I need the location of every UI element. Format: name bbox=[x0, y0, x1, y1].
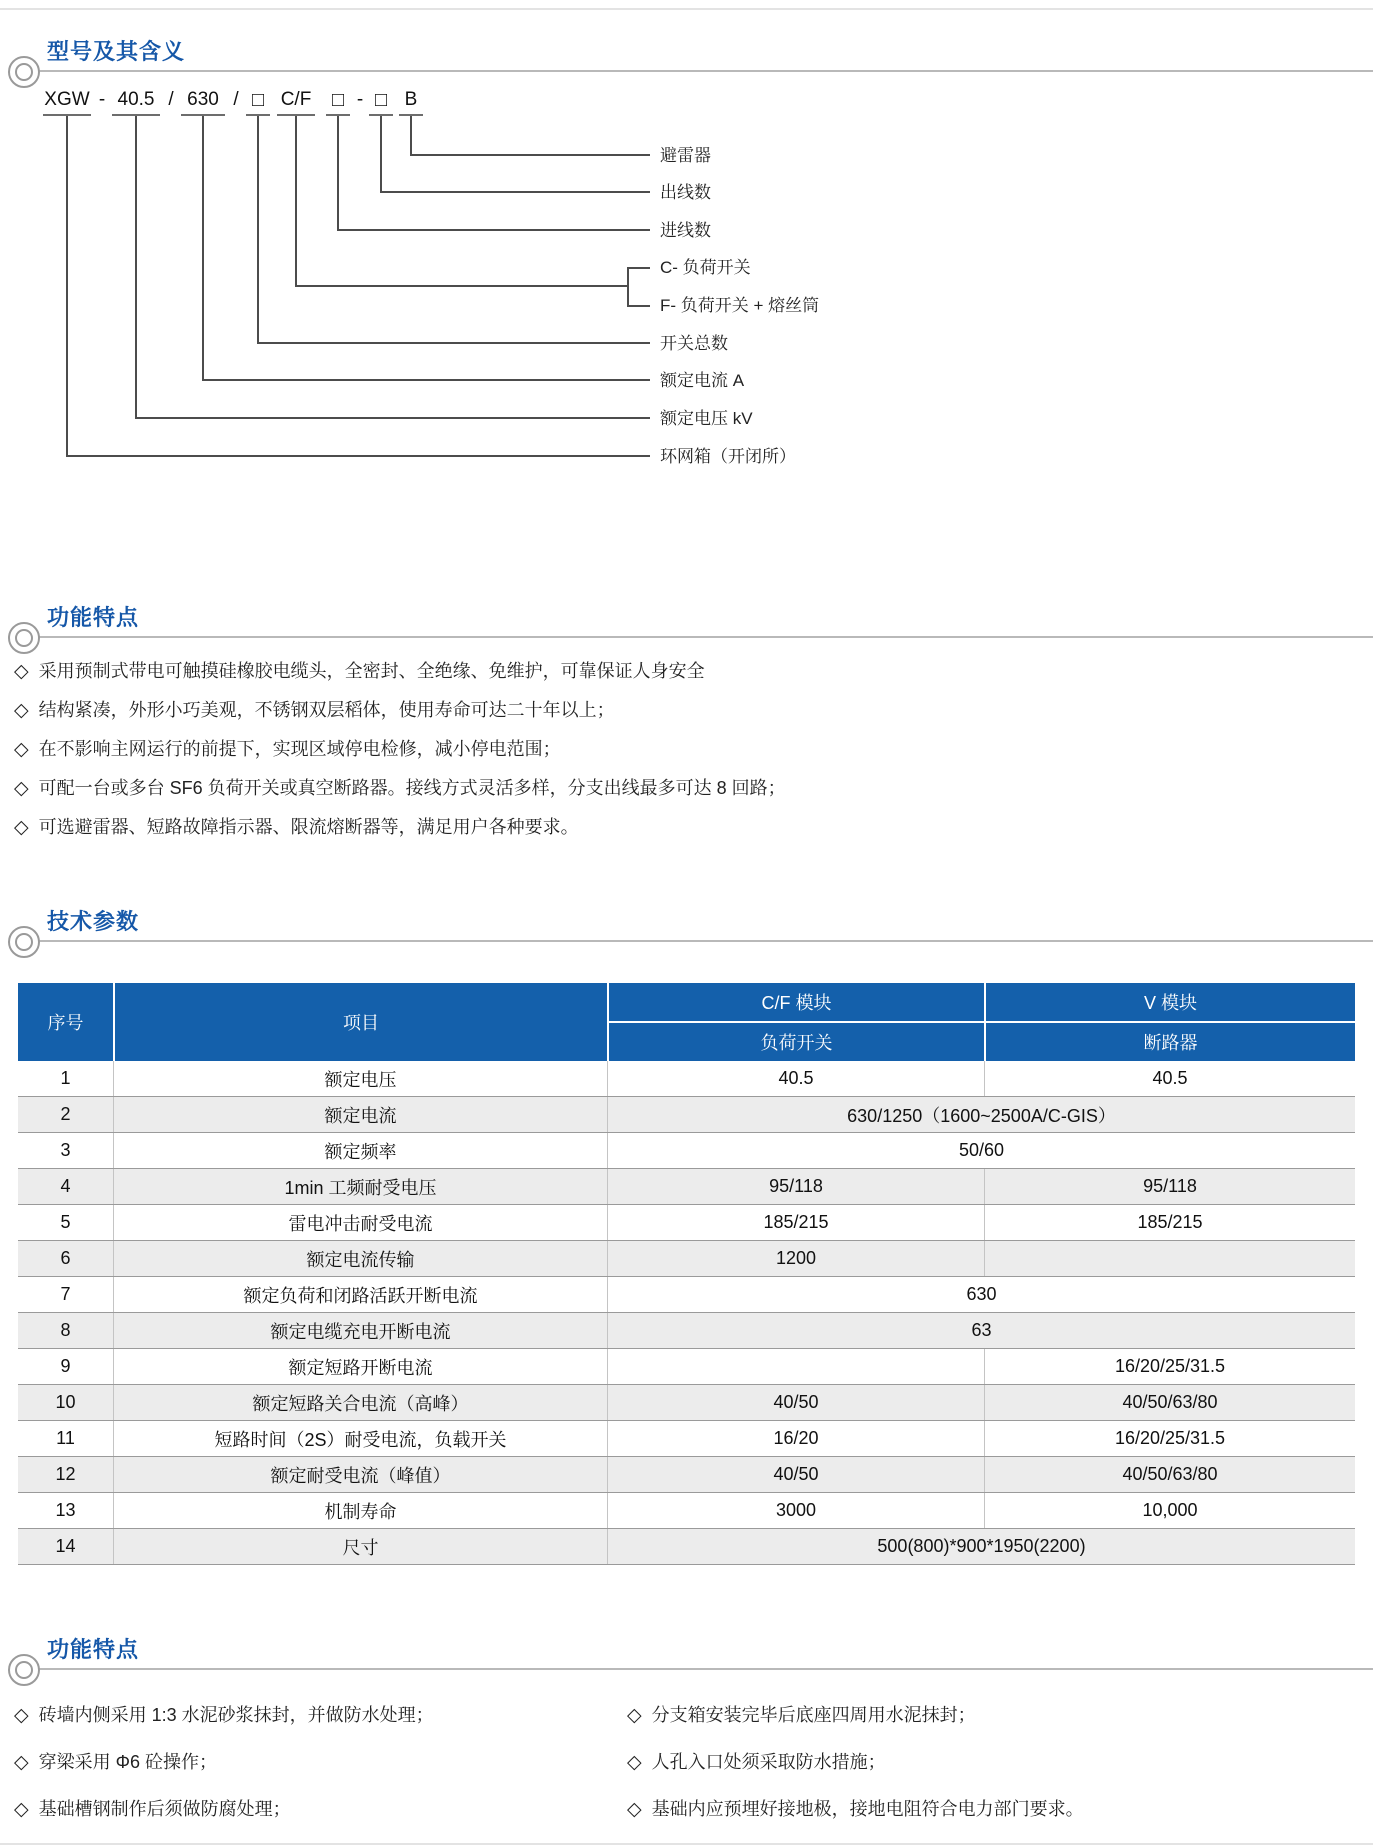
diamond-bullet-icon: ◇ bbox=[14, 778, 29, 799]
table-row bbox=[18, 1204, 1355, 1240]
table-row bbox=[18, 1384, 1355, 1420]
row-cf-value: 1200 bbox=[607, 1241, 984, 1276]
model-token: □ bbox=[246, 86, 270, 116]
model-token: C/F bbox=[277, 86, 315, 116]
params-table-header bbox=[18, 983, 1355, 1061]
diagram-label-c-switch: C- 负荷开关 bbox=[660, 258, 751, 277]
row-v-value: 16/20/25/31.5 bbox=[984, 1349, 1355, 1384]
section-ring-icon bbox=[8, 1654, 40, 1686]
diagram-label-ring-box: 环网箱（开闭所） bbox=[660, 447, 796, 466]
page-top-edge bbox=[0, 8, 1373, 10]
row-no: 1 bbox=[60, 1068, 71, 1088]
row-value-merged: 630 bbox=[607, 1277, 1355, 1312]
section-title: 功能特点 bbox=[47, 605, 140, 630]
diagram-label-outgoing: 出线数 bbox=[660, 183, 711, 202]
feature-item bbox=[14, 1739, 614, 1786]
feature-item bbox=[14, 1692, 614, 1739]
section-header-features1 bbox=[0, 578, 1373, 638]
row-v-value: 40.5 bbox=[984, 1061, 1355, 1096]
row-v-value: 185/215 bbox=[984, 1205, 1355, 1240]
feature-item-text: 人孔入口处须采取防水措施； bbox=[651, 1752, 886, 1772]
feature-item bbox=[14, 1786, 614, 1833]
section-ring-icon bbox=[8, 622, 40, 654]
row-item: 额定电流传输 bbox=[113, 1241, 607, 1276]
model-token: 40.5 bbox=[112, 86, 160, 116]
feature-item bbox=[14, 808, 1359, 847]
row-no: 2 bbox=[60, 1104, 71, 1124]
col-header-cf-module bbox=[607, 983, 984, 1061]
row-item: 额定短路关合电流（高峰） bbox=[113, 1385, 607, 1420]
row-value-merged: 63 bbox=[607, 1313, 1355, 1348]
section-header-model bbox=[0, 12, 1373, 72]
table-row bbox=[18, 1132, 1355, 1168]
row-cf-value: 40.5 bbox=[607, 1061, 984, 1096]
section-ring-inner-icon bbox=[15, 1661, 33, 1679]
row-cf-value: 95/118 bbox=[607, 1169, 984, 1204]
section-divider-line bbox=[30, 636, 1373, 638]
feature-item bbox=[627, 1692, 1367, 1739]
row-no: 5 bbox=[60, 1212, 71, 1232]
row-cf-value: 40/50 bbox=[607, 1457, 984, 1492]
diamond-bullet-icon: ◇ bbox=[14, 1799, 29, 1820]
col-header-seq: 序号 bbox=[47, 1013, 84, 1033]
row-item: 额定频率 bbox=[113, 1133, 607, 1168]
col-header-v-sub: 断路器 bbox=[1143, 1033, 1198, 1053]
row-cf-value bbox=[607, 1349, 984, 1384]
row-v-value: 95/118 bbox=[984, 1169, 1355, 1204]
diagram-label-f-switch: F- 负荷开关 + 熔丝筒 bbox=[660, 296, 820, 315]
table-row bbox=[18, 1492, 1355, 1528]
model-token: B bbox=[399, 86, 423, 116]
feature-item-text: 分支箱安装完毕后底座四周用水泥抹封； bbox=[651, 1705, 976, 1725]
col-header-v-module bbox=[984, 983, 1355, 1061]
col-header-v-title: V 模块 bbox=[986, 983, 1355, 1023]
row-cf-value: 16/20 bbox=[607, 1421, 984, 1456]
features-list-left bbox=[14, 1692, 614, 1833]
table-row bbox=[18, 1348, 1355, 1384]
row-v-value: 10,000 bbox=[984, 1493, 1355, 1528]
table-row bbox=[18, 1168, 1355, 1204]
features-list bbox=[14, 652, 1359, 847]
section-title: 功能特点 bbox=[47, 1637, 140, 1662]
section-title: 型号及其含义 bbox=[47, 39, 186, 64]
page-bottom-edge bbox=[0, 1843, 1373, 1845]
row-item: 1min 工频耐受电压 bbox=[113, 1169, 607, 1204]
model-token: □ bbox=[326, 86, 350, 116]
section-header-features2 bbox=[0, 1610, 1373, 1670]
row-no: 7 bbox=[60, 1284, 71, 1304]
diamond-bullet-icon: ◇ bbox=[627, 1752, 642, 1773]
row-item: 机制寿命 bbox=[113, 1493, 607, 1528]
section-title: 技术参数 bbox=[47, 909, 140, 934]
table-row bbox=[18, 1240, 1355, 1276]
row-v-value: 16/20/25/31.5 bbox=[984, 1421, 1355, 1456]
diamond-bullet-icon: ◇ bbox=[627, 1799, 642, 1820]
feature-item-text: 基础内应预埋好接地极，接地电阻符合电力部门要求。 bbox=[651, 1799, 1084, 1819]
section-divider-line bbox=[30, 1668, 1373, 1670]
row-no: 9 bbox=[60, 1356, 71, 1376]
col-header-cf-sub: 负荷开关 bbox=[760, 1033, 833, 1053]
table-row bbox=[18, 1312, 1355, 1348]
row-no: 12 bbox=[55, 1464, 76, 1484]
row-cf-value: 185/215 bbox=[607, 1205, 984, 1240]
row-no: 10 bbox=[55, 1392, 76, 1412]
row-item: 尺寸 bbox=[113, 1529, 607, 1564]
model-token: / bbox=[168, 89, 174, 110]
feature-item-text: 可配一台或多台 SF6 负荷开关或真空断路器。接线方式灵活多样，分支出线最多可达 8 回路； bbox=[38, 778, 786, 798]
model-token: 630 bbox=[181, 86, 225, 116]
row-value-merged: 630/1250（1600~2500A/C-GIS） bbox=[607, 1097, 1355, 1132]
row-cf-value: 3000 bbox=[607, 1493, 984, 1528]
feature-item bbox=[14, 769, 1359, 808]
diamond-bullet-icon: ◇ bbox=[14, 661, 29, 682]
diagram-label-rated-current: 额定电流 A bbox=[660, 371, 745, 390]
row-item: 雷电冲击耐受电流 bbox=[113, 1205, 607, 1240]
feature-item-text: 基础槽钢制作后须做防腐处理； bbox=[38, 1799, 291, 1819]
row-no: 11 bbox=[56, 1428, 75, 1448]
section-ring-icon bbox=[8, 926, 40, 958]
section-ring-inner-icon bbox=[15, 629, 33, 647]
row-cf-value: 40/50 bbox=[607, 1385, 984, 1420]
feature-item-text: 穿梁采用 Φ6 砼操作； bbox=[38, 1752, 217, 1772]
feature-item bbox=[14, 730, 1359, 769]
section-header-params bbox=[0, 882, 1373, 942]
model-token: □ bbox=[369, 86, 393, 116]
feature-item bbox=[14, 691, 1359, 730]
col-header-cf-title: C/F 模块 bbox=[609, 983, 984, 1023]
diamond-bullet-icon: ◇ bbox=[14, 700, 29, 721]
section-ring-inner-icon bbox=[15, 933, 33, 951]
section-divider-line bbox=[30, 940, 1373, 942]
row-no: 8 bbox=[60, 1320, 71, 1340]
params-table-body bbox=[18, 1061, 1355, 1565]
feature-item bbox=[627, 1739, 1367, 1786]
section-ring-inner-icon bbox=[15, 63, 33, 81]
feature-item-text: 采用预制式带电可触摸硅橡胶电缆头，全密封、全绝缘、免维护，可靠保证人身安全 bbox=[38, 661, 705, 681]
row-item: 额定负荷和闭路活跃开断电流 bbox=[113, 1277, 607, 1312]
section-ring-icon bbox=[8, 56, 40, 88]
row-no: 6 bbox=[60, 1248, 71, 1268]
feature-item-text: 在不影响主网运行的前提下，实现区域停电检修，减小停电范围； bbox=[38, 739, 561, 759]
feature-item-text: 可选避雷器、短路故障指示器、限流熔断器等，满足用户各种要求。 bbox=[38, 817, 579, 837]
params-table bbox=[18, 983, 1355, 1565]
row-no: 13 bbox=[55, 1500, 76, 1520]
row-no: 3 bbox=[60, 1140, 71, 1160]
table-row bbox=[18, 1061, 1355, 1096]
feature-item bbox=[627, 1786, 1367, 1833]
row-v-value: 40/50/63/80 bbox=[984, 1385, 1355, 1420]
row-item: 额定电压 bbox=[113, 1061, 607, 1096]
diamond-bullet-icon: ◇ bbox=[14, 739, 29, 760]
diamond-bullet-icon: ◇ bbox=[627, 1705, 642, 1726]
model-token: XGW bbox=[43, 86, 91, 116]
row-item: 额定电缆充电开断电流 bbox=[113, 1313, 607, 1348]
diagram-label-incoming: 进线数 bbox=[660, 221, 711, 240]
row-value-merged: 50/60 bbox=[607, 1133, 1355, 1168]
model-token: - bbox=[356, 89, 364, 110]
diamond-bullet-icon: ◇ bbox=[14, 1752, 29, 1773]
table-row bbox=[18, 1528, 1355, 1564]
feature-item-text: 砖墙内侧采用 1:3 水泥砂浆抹封，并做防水处理； bbox=[38, 1705, 434, 1725]
row-item: 短路时间（2S）耐受电流，负载开关 bbox=[113, 1421, 607, 1456]
diagram-label-rated-voltage: 额定电压 kV bbox=[660, 409, 753, 428]
table-row bbox=[18, 1096, 1355, 1132]
row-no: 4 bbox=[60, 1176, 71, 1196]
diamond-bullet-icon: ◇ bbox=[14, 817, 29, 838]
feature-item-text: 结构紧凑，外形小巧美观，不锈钢双层稻体，使用寿命可达二十年以上； bbox=[38, 700, 615, 720]
diagram-label-switch-count: 开关总数 bbox=[660, 334, 728, 353]
row-item: 额定电流 bbox=[113, 1097, 607, 1132]
feature-item bbox=[14, 652, 1359, 691]
table-row bbox=[18, 1420, 1355, 1456]
diamond-bullet-icon: ◇ bbox=[14, 1705, 29, 1726]
row-v-value bbox=[984, 1241, 1355, 1276]
features-list-right bbox=[627, 1692, 1367, 1833]
row-v-value: 40/50/63/80 bbox=[984, 1457, 1355, 1492]
row-item: 额定耐受电流（峰值） bbox=[113, 1457, 607, 1492]
row-no: 14 bbox=[55, 1536, 76, 1556]
row-item: 额定短路开断电流 bbox=[113, 1349, 607, 1384]
col-header-item: 项目 bbox=[113, 983, 607, 1061]
row-value-merged: 500(800)*900*1950(2200) bbox=[607, 1529, 1355, 1564]
model-token: - bbox=[98, 89, 106, 110]
table-row bbox=[18, 1456, 1355, 1492]
section-divider-line bbox=[30, 70, 1373, 72]
model-token: / bbox=[233, 89, 239, 110]
diagram-label-arrester: 避雷器 bbox=[660, 146, 711, 165]
table-row bbox=[18, 1276, 1355, 1312]
